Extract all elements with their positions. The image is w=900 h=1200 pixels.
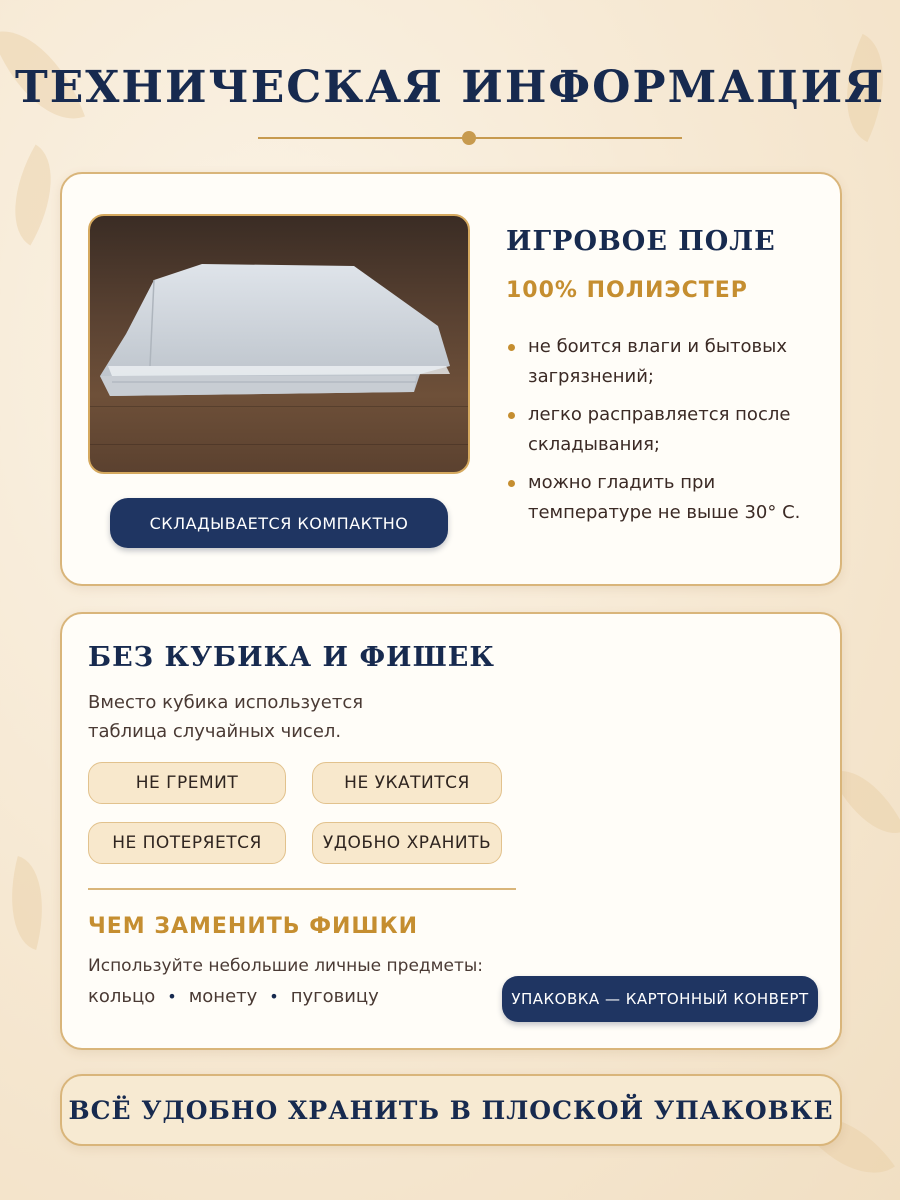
packaging-badge: УПАКОВКА — КАРТОННЫЙ КОНВЕРТ	[502, 976, 818, 1022]
material-label: 100% ПОЛИЭСТЕР	[506, 278, 748, 303]
list-item: можно гладить при температуре не выше 30° С.	[506, 468, 826, 528]
footer-text: ВСЁ УДОБНО ХРАНИТЬ В ПЛОСКОЙ УПАКОВКЕ	[68, 1095, 834, 1125]
title-divider-dot	[462, 131, 476, 145]
no-dice-title: БЕЗ КУБИКА И ФИШЕК	[88, 642, 495, 673]
no-dice-description-line2: таблица случайных чисел.	[88, 721, 342, 742]
list-item: кольцо	[88, 986, 156, 1007]
token-items-list	[88, 986, 379, 1007]
playing-field-card	[60, 172, 842, 586]
list-item: монету	[188, 986, 258, 1007]
list-item: пуговицу	[290, 986, 379, 1007]
feature-chip: НЕ ГРЕМИТ	[88, 762, 286, 804]
tokens-title: ЧЕМ ЗАМЕНИТЬ ФИШКИ	[88, 914, 418, 939]
feature-chip: НЕ ПОТЕРЯЕТСЯ	[88, 822, 286, 864]
list-item: не боится влаги и бытовых загрязнений;	[506, 332, 826, 392]
folded-cloth-illustration	[90, 216, 470, 474]
list-item: легко расправляется после складывания;	[506, 400, 826, 460]
feature-chip: УДОБНО ХРАНИТЬ	[312, 822, 502, 864]
tokens-description: Используйте небольшие личные предметы:	[88, 956, 484, 976]
feature-chip: НЕ УКАТИТСЯ	[312, 762, 502, 804]
no-dice-description-line1: Вместо кубика используется	[88, 692, 364, 713]
bullet-separator: •	[269, 987, 279, 1006]
folded-field-photo	[88, 214, 470, 474]
no-dice-card	[60, 612, 842, 1050]
decorative-leaf	[0, 856, 58, 950]
footer-banner	[60, 1074, 842, 1146]
bullet-separator: •	[167, 987, 177, 1006]
field-title: ИГРОВОЕ ПОЛЕ	[506, 226, 776, 257]
compact-fold-badge: СКЛАДЫВАЕТСЯ КОМПАКТНО	[110, 498, 448, 548]
section-divider	[88, 888, 516, 890]
field-features-list	[506, 332, 826, 536]
page-title: ТЕХНИЧЕСКАЯ ИНФОРМАЦИЯ	[14, 62, 885, 113]
